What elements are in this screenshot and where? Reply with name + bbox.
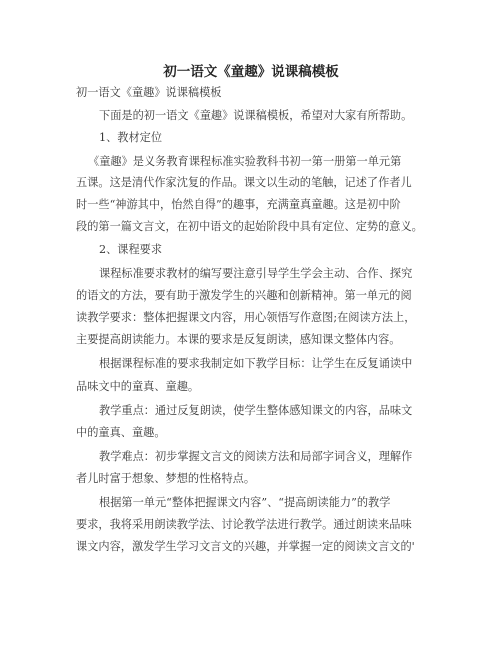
- text-line-subtitle: 初一语文《童趣》说课稿模板: [76, 86, 222, 99]
- section-heading-requirements: 2、课程要求: [99, 243, 163, 256]
- text-line: 根据第一单元“整体把握课文内容”、“提高朗读能力”的教学: [99, 496, 391, 509]
- text-line-intro: 下面是的初一语文《童趣》说课稿模板，希望对大家有所帮助。: [99, 109, 413, 122]
- text-line: 课程标准要求教材的编写要注意引导学生学会主动、合作、探究: [99, 267, 413, 280]
- text-line: 读教学要求：整体把握课文内容，用心领悟写作意图;在阅读方法上，: [76, 311, 416, 324]
- document-title: 初一语文《童趣》说课稿模板: [163, 64, 339, 80]
- text-line-key-point: 教学重点：通过反复朗读，使学生整体感知课文的内容，品味文: [99, 404, 413, 417]
- text-line: 段的第一篇文言文，在初中语文的起始阶段中具有定位、定势的意义。: [76, 220, 423, 233]
- text-line-difficulty: 教学难点：初步掌握文言文的阅读方法和局部字词含义，理解作: [99, 450, 413, 463]
- text-line: 中的童真、童趣。: [76, 426, 166, 439]
- text-line: 五课。这是清代作家沈复的作品。课文以生动的笔触，记述了作者儿: [76, 176, 412, 189]
- text-line: 根据课程标准的要求我制定如下教学目标：让学生在反复诵读中: [99, 357, 413, 370]
- section-heading-material: 1、教材定位: [99, 131, 163, 144]
- text-line: 者儿时富于想象、梦想的性格特点。: [76, 472, 256, 485]
- text-line: 主要提高朗读能力。本课的要求是反复朗读，感知课文整体内容。: [76, 333, 401, 346]
- text-line: 《童趣》是义务教育课程标准实验教科书初一第一册第一单元第: [88, 155, 402, 168]
- text-line: 要求，我将采用朗读教学法、讨论教学法进行教学。通过朗读来品味: [76, 518, 412, 531]
- text-line: 课文内容，激发学生学习文言文的兴趣，并掌握一定的阅读文言文的': [76, 540, 415, 553]
- text-line: 时一些“神游其中，怡然自得”的趣事，充满童真童趣。这是初中阶: [76, 198, 401, 211]
- text-line: 品味文中的童真、童趣。: [76, 380, 200, 393]
- text-line: 的语文的方法，要有助于激发学生的兴趣和创新精神。第一单元的阅: [76, 289, 412, 302]
